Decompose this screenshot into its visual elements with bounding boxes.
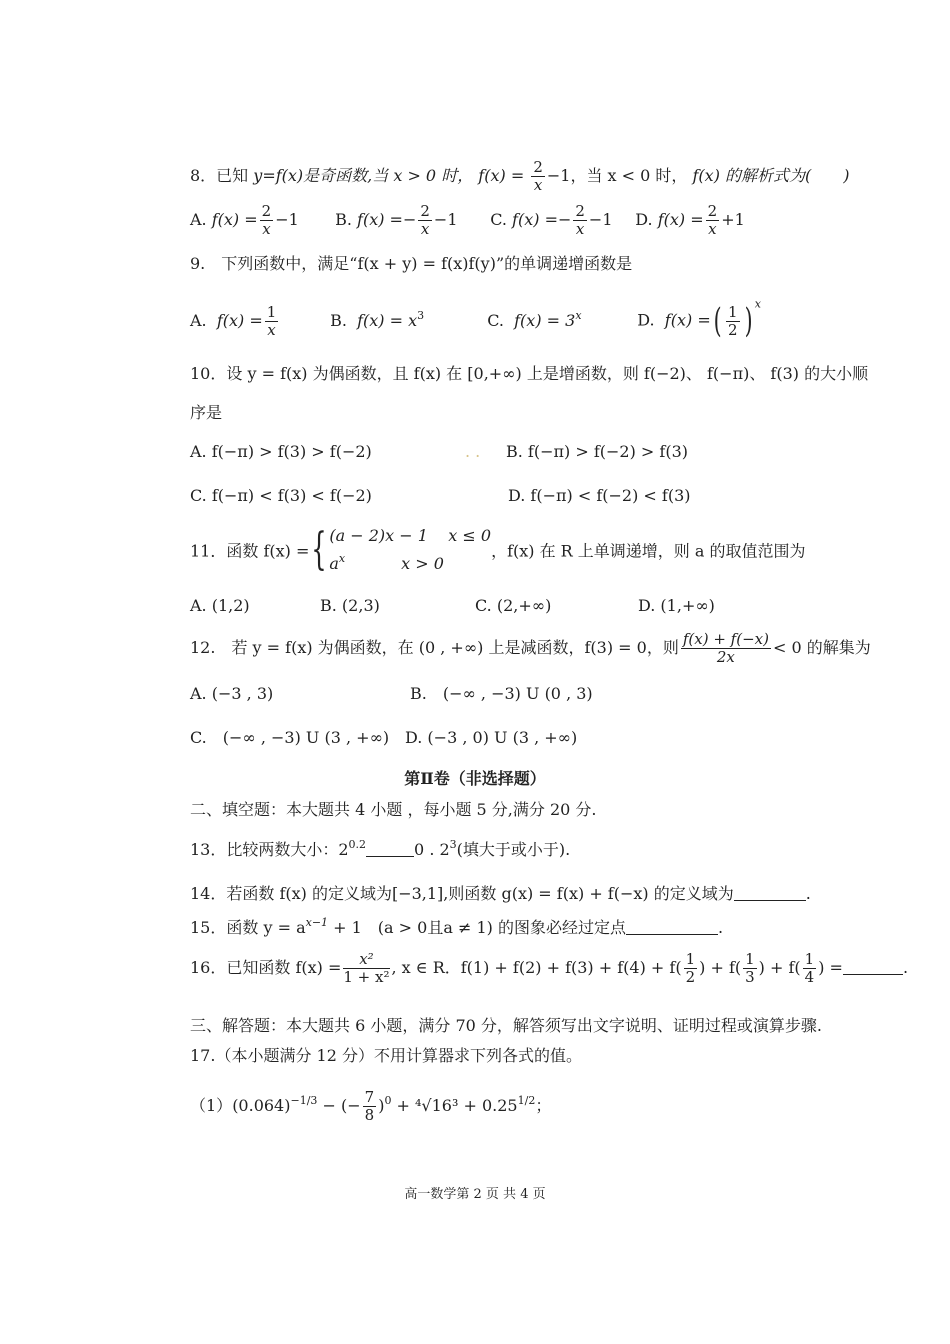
q12-option-b: B. (−∞ , −3) U (0 , 3) (410, 684, 593, 703)
q12-option-a: A. (−3 , 3) (190, 684, 274, 703)
q13: 13．比较两数大小：$2^{0.2}$ 0 . $2^3$(填大于或小于). (190, 838, 571, 859)
q13-blank[interactable] (366, 842, 414, 857)
q8-stem-b: y=f(x)是奇函数,当 x > 0 时， (253, 166, 474, 185)
q12-frac: $\frac{f(x) + f(-x)}{2x}$ (682, 630, 769, 666)
q8-stem-a: 8．已知 (190, 166, 254, 185)
q8-tail: −1，当 x < 0 时， (546, 166, 688, 185)
q17-part1: $(1)(0.064)^{-1/3}$ − (− $\frac{7}{8}$ )$^0 + ^4√16^3 + 0.25^{1/2}$； (190, 1088, 552, 1124)
q11-option-d: D. (1,+∞) (638, 596, 715, 615)
q12-stem: 12. 若 y = f(x) 为偶函数，在 (0 , +∞) 上是减函数，f(3) = 0，则 $\frac{f(x) + f(-x)}{2x}$ < 0 的解集为 (190, 630, 871, 666)
q10-dots: . . (465, 442, 481, 461)
q10-option-a: A. f(−π) > f(3) > f(−2) (190, 442, 372, 461)
q9-option-a: A. f(x) = $\frac{1}{x}$ (190, 302, 277, 339)
q11-option-a: A. (1,2) (190, 596, 250, 615)
part2-heading: 二、填空题：本大题共 4 小题 ，每小题 5 分,满分 20 分. (190, 800, 597, 819)
q8-option-d: D. f(x) = $\frac{2}{x}$ +1 (635, 202, 745, 238)
q11-option-c: C. (2,+∞) (475, 596, 552, 615)
q17-stem: 17.（本小题满分 12 分）不用计算器求下列各式的值。 (190, 1046, 582, 1065)
q14: 14．若函数 f(x) 的定义域为[−3,1],则函数 g(x) = f(x) + f(−x) 的定义域为 . (190, 884, 811, 903)
q14-blank[interactable] (734, 886, 806, 901)
section-2-title: 第Ⅱ卷（非选择题） (404, 769, 546, 788)
q10-option-b: B. f(−π) > f(−2) > f(3) (506, 442, 688, 461)
q11-option-b: B. (2,3) (320, 596, 380, 615)
q9-option-d: D. f(x) =( $\frac{1}{2}$ ) $^x$ (637, 297, 762, 341)
part3-heading: 三、解答题：本大题共 6 小题，满分 70 分，解答须写出文字说明、证明过程或演算步骤. (190, 1016, 822, 1035)
q8-fx: f(x) = (478, 166, 525, 185)
q8-stem-c: f(x) 的解析式为( ) (692, 166, 850, 185)
q10-stem-line1: 10．设 y = f(x) 为偶函数，且 f(x) 在 [0,+∞) 上是增函数，则 f(−2)、 f(−π)、 f(3) 的大小顺 (190, 364, 869, 383)
q8-frac: $\frac{2}{x}$ (533, 158, 543, 194)
q8-option-a: A. f(x) = $\frac{2}{x}$ −1 (190, 202, 299, 238)
q9-stem: 9. 下列函数中，满足“f(x + y) = f(x)f(y)”的单调递增函数是 (190, 254, 633, 273)
q16: 16．已知函数 f(x) = $\frac{\text{x²}}{\text{1 + x²}}$ , x ∈ R．f(1) + f(2) + f(3) + f(4) + f( $\frac{1}{2}$ ) + f( $\frac{1}{3}$ ) + f( $\frac{1}{4}$ ) = . (190, 950, 909, 986)
q8-options (190, 204, 745, 237)
q8-option-c: C. f(x) =− $\frac{2}{x}$ −1 (490, 202, 613, 238)
q8-option-b: B. f(x) =− $\frac{2}{x}$ −1 (335, 202, 458, 238)
q10-option-c: C. f(−π) < f(3) < f(−2) (190, 486, 372, 505)
page-footer: 高一数学第 2 页 共 4 页 (404, 1187, 546, 1202)
q15-blank[interactable] (626, 920, 718, 935)
q15: 15．函数 $y = a^{x-1} + 1$ (a > 0且a ≠ 1) 的图象必经过定点 . (190, 916, 724, 937)
q12-option-c: C. (−∞ , −3) U (3 , +∞) (190, 728, 390, 747)
q9-options (190, 297, 762, 341)
q11-stem: 11．函数 f(x) ={ (a − 2)x − 1 x ≤ 0 $a^x$ x > 0 ，f(x) 在 R 上单调递增，则 a 的取值范围为 (190, 522, 806, 578)
q11-piecewise: (a − 2)x − 1 x ≤ 0 $a^x$ x > 0 (329, 526, 492, 573)
q16-blank[interactable] (843, 960, 903, 975)
q10-stem-line2: 序是 (190, 403, 223, 422)
q10-option-d: D. f(−π) < f(−2) < f(3) (508, 486, 691, 505)
q9-option-c: C. $f(x) = 3^x$ (487, 308, 582, 330)
q9-option-b: B. $f(x) = x^3$ (330, 308, 425, 330)
q8-stem (190, 160, 850, 193)
q12-option-d: D. (−3 , 0) U (3 , +∞) (405, 728, 578, 747)
